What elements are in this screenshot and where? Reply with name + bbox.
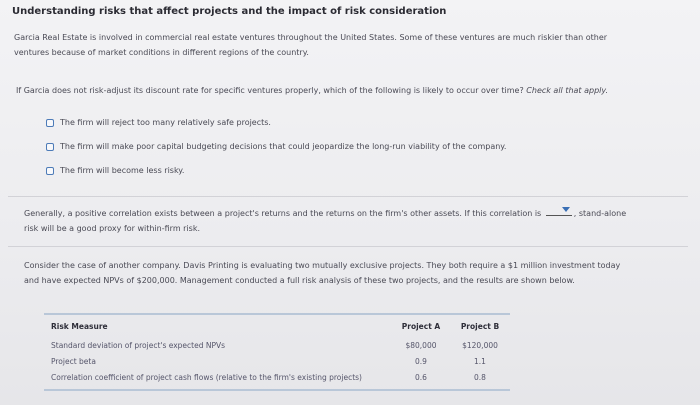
section-divider: [8, 246, 688, 247]
table-bottom-rule: [44, 389, 510, 391]
row-label: Standard deviation of project's expected NPVs: [51, 340, 226, 350]
option-poor-capital-budgeting[interactable]: [46, 142, 506, 151]
option-label: The firm will become less risky.: [60, 166, 185, 175]
table-row: [44, 353, 510, 369]
option-less-risky[interactable]: [46, 166, 184, 175]
header-risk-measure: Risk Measure: [51, 321, 108, 331]
table-row: [44, 337, 510, 353]
correlation-dropdown[interactable]: [546, 206, 572, 216]
row-label: Correlation coefficient of project cash flows (relative to the firm's existing projects): [51, 372, 362, 382]
correlation-text-before: Generally, a positive correlation exists between a project's returns and the returns on the firm's other assets. If this correlation is: [24, 209, 542, 218]
davis-line-1: Consider the case of another company. Davis Printing is evaluating two mutually exclusive projects. They both require a $1 million investment today: [24, 261, 621, 270]
intro-line-2: ventures because of market conditions in different regions of the country.: [14, 48, 309, 57]
question-prompt: If Garcia does not risk-adjust its discount rate for specific ventures properly, which of the following is likely to occur over time?: [16, 86, 524, 95]
project-b-value: $120,000: [462, 340, 498, 350]
header-project-b: Project B: [460, 321, 500, 331]
option-label: The firm will reject too many relatively safe projects.: [60, 118, 271, 127]
project-b-value: 1.1: [474, 356, 486, 366]
section-heading: Understanding risks that affect projects and the impact of risk consideration: [12, 6, 447, 17]
checkbox-icon[interactable]: [46, 167, 54, 175]
question-instruction: Check all that apply.: [526, 86, 609, 95]
chevron-down-icon: [562, 207, 570, 212]
correlation-line-2: risk will be a good proxy for within-firm risk.: [24, 224, 201, 233]
davis-line-2: and have expected NPVs of $200,000. Management conducted a full risk analysis of these two projects, and the results are shown below.: [24, 276, 575, 285]
correlation-paragraph: [24, 206, 664, 236]
intro-line-1: Garcia Real Estate is involved in commercial real estate ventures throughout the United States. Some of these ventures are much riskier than other: [14, 33, 608, 42]
option-reject-safe-projects[interactable]: [46, 118, 271, 127]
question-text: [16, 83, 686, 98]
project-a-value: 0.9: [415, 356, 427, 366]
project-a-value: 0.6: [415, 372, 427, 382]
project-b-value: 0.8: [474, 372, 486, 382]
table-row: [44, 369, 510, 385]
table-header-row: [44, 315, 510, 337]
risk-table: [44, 313, 510, 385]
correlation-text-after: , stand-alone: [573, 209, 627, 218]
option-label: The firm will make poor capital budgeting decisions that could jeopardize the long-run viability of the company.: [60, 142, 507, 151]
section-divider: [8, 196, 688, 197]
row-label: Project beta: [51, 356, 96, 366]
project-a-value: $80,000: [405, 340, 437, 350]
header-project-a: Project A: [401, 321, 441, 331]
davis-paragraph: [24, 258, 664, 288]
checkbox-icon[interactable]: [46, 119, 54, 127]
intro-paragraph: [14, 30, 674, 60]
checkbox-icon[interactable]: [46, 143, 54, 151]
